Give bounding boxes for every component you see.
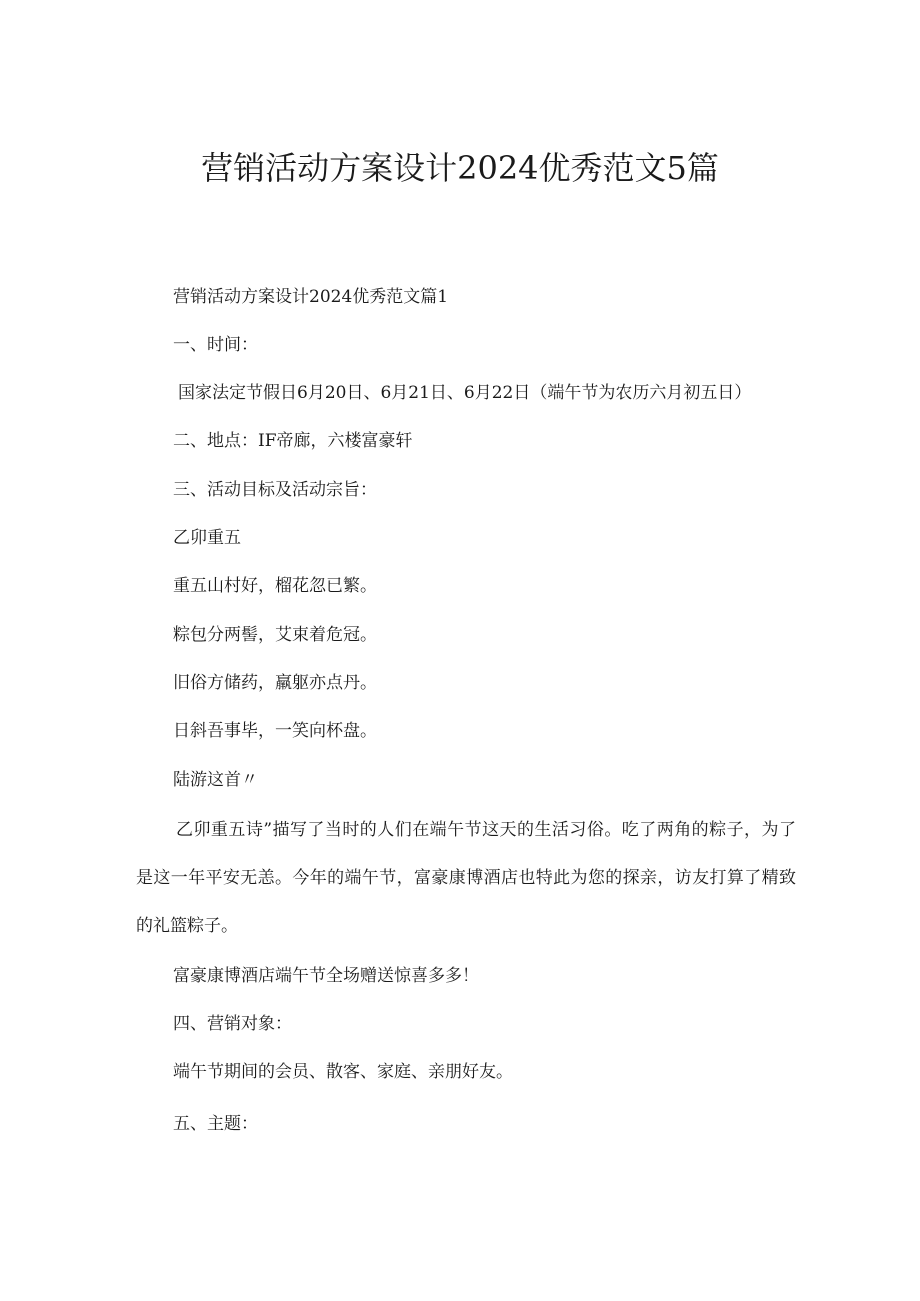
poem-author: 陆游这首〃 — [173, 770, 258, 790]
poem-line: 粽包分两髻，艾束着危冠。 — [173, 625, 377, 645]
poem-line: 日斜吾事毕，一笑向杯盘。 — [173, 721, 377, 741]
target-detail: 端午节期间的会员、散客、家庭、亲朋好友。 — [173, 1062, 513, 1082]
time-label: 一、时间： — [173, 335, 258, 355]
poem-line: 重五山村好，榴花忽已繁。 — [173, 576, 377, 596]
poem-title: 乙卯重五 — [173, 528, 241, 548]
location-line: 二、地点：IF帝廊，六楼富豪轩 — [173, 431, 413, 451]
time-detail: 国家法定节假日6月20日、6月21日、6月22日（端午节为农历六月初五日） — [178, 383, 752, 403]
body-paragraph: 乙卯重五诗”描写了当时的人们在端午节这天的生活习俗。吃了两角的粽子，为了是这一年平安无恙。今年的端午节，富豪康博酒店也特此为您的探亲，访友打算了精致的礼篮粽子。 — [136, 820, 796, 936]
section-heading: 营销活动方案设计2024优秀范文篇1 — [173, 287, 449, 307]
poem-line: 旧俗方储药，羸躯亦点丹。 — [173, 673, 377, 693]
document-title: 营销活动方案设计2024优秀范文5篇 — [201, 149, 719, 187]
target-label: 四、营销对象： — [173, 1014, 292, 1034]
goal-label: 三、活动目标及活动宗旨： — [173, 480, 377, 500]
theme-label: 五、主题： — [173, 1114, 258, 1134]
gift-line: 富豪康博酒店端午节全场赠送惊喜多多！ — [173, 966, 479, 986]
